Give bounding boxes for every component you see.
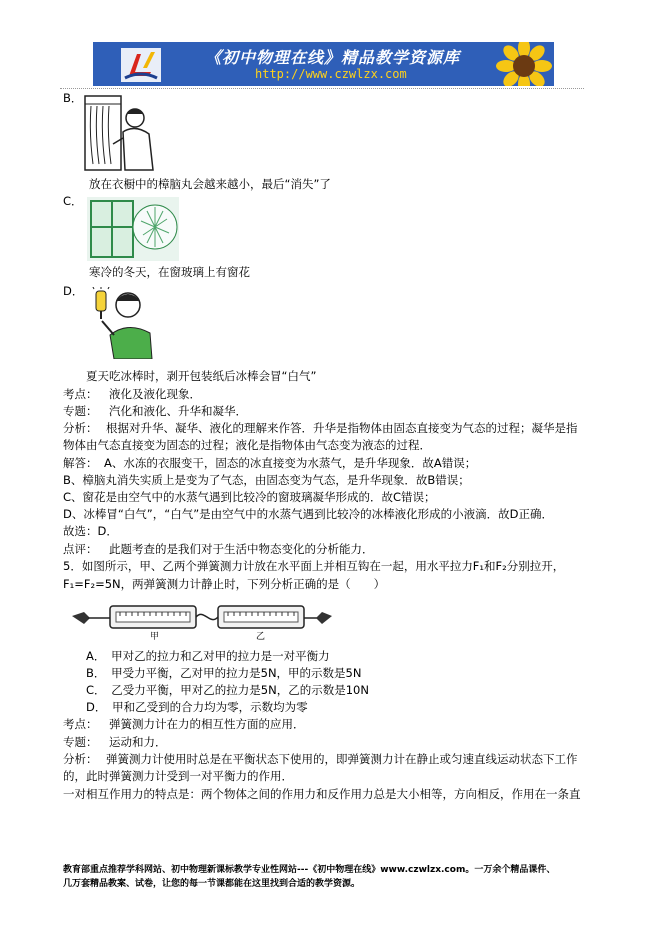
jieda-label: 解答： <box>63 456 98 470</box>
fenxi-text: 根据对升华、凝华、液化的理解来作答．升华是指物体由固态直接变为气态的过程；凝华是指 <box>106 421 578 435</box>
zhuanti-2-label: 专题： <box>63 735 98 749</box>
option-d-caption: 夏天吃冰棒时，剥开包装纸后冰棒会冒“白气” <box>86 369 317 383</box>
option-c-caption: 寒冷的冬天，在窗玻璃上有窗花 <box>89 265 250 279</box>
kaodian-2-text: 弹簧测力计在力的相互性方面的应用． <box>109 717 305 731</box>
jieda-d: D、冰棒冒“白气”，“白气”是由空气中的水蒸气遇到比较冷的冰棒液化形成的小液滴．故D正确． <box>63 507 554 521</box>
jieda-b: B、樟脑丸消失实质上是变为了气态，由固态变为气态，是升华现象．故B错误； <box>63 473 470 487</box>
header-rule <box>60 88 584 89</box>
option-b-label: B． <box>63 91 83 105</box>
wardrobe-illustration <box>83 94 161 172</box>
banner-title: 《初中物理在线》精品教学资源库 <box>205 48 461 67</box>
header-banner <box>93 42 554 86</box>
zhuanti-text: 汽化和液化、升华和凝华． <box>109 404 247 418</box>
banner-url[interactable]: http://www.czwlzx.com <box>255 67 407 81</box>
kaodian-label: 考点： <box>63 387 98 401</box>
option-c-label: C． <box>63 194 83 208</box>
frosted-window-illustration <box>87 197 179 261</box>
zhuanti-label: 专题： <box>63 404 98 418</box>
fenxi-2-label: 分析： <box>63 752 98 766</box>
fenxi-2-text-cont: 的，此时弹簧测力计受到一对平衡力的作用． <box>63 769 293 783</box>
kaodian-2-label: 考点： <box>63 717 98 731</box>
question-5-stem-cont: F₁=F₂=5N，两弹簧测力计静止时，下列分析正确的是（ ） <box>63 577 386 591</box>
boy-with-popsicle-illustration <box>90 287 160 359</box>
option-d-label: D． <box>63 284 84 298</box>
fenxi-2-text-cont2: 一对相互作用力的特点是：两个物体之间的作用力和反作用力总是大小相等，方向相反，作用在一条直 <box>63 787 581 801</box>
jieda-c: C、窗花是由空气中的水蒸气遇到比较冷的窗玻璃凝华形成的．故C错误； <box>63 490 436 504</box>
question-5-stem: 5．如图所示，甲、乙两个弹簧测力计放在水平面上并相互钩在一起，用水平拉力F₁和F₂分别拉开， <box>63 559 565 573</box>
option-5a: A． 甲对乙的拉力和乙对甲的拉力是一对平衡力 <box>86 649 330 663</box>
sunflower-icon <box>489 42 554 86</box>
option-5b: B． 甲受力平衡，乙对甲的拉力是5N，甲的示数是5N <box>86 666 362 680</box>
footer-line-1: 教育部重点推荐学科网站、初中物理新课标教学专业性网站---《初中物理在线》www.czwlzx.com。一万余个精品课件、 <box>63 865 556 875</box>
fenxi-label: 分析： <box>63 421 98 435</box>
guxuan: 故选：D． <box>63 524 118 538</box>
figure-label-yi: 乙 <box>256 632 266 640</box>
option-b-caption: 放在衣橱中的樟脑丸会越来越小，最后“消失”了 <box>89 177 331 191</box>
fenxi-2-text: 弹簧测力计使用时总是在平衡状态下使用的，即弹簧测力计在静止或匀速直线运动状态下工作 <box>106 752 578 766</box>
spring-scales-figure <box>70 596 334 640</box>
kaodian-text: 液化及液化现象． <box>109 387 201 401</box>
site-logo-icon <box>121 48 161 82</box>
jieda-a: A、水冻的衣服变干，固态的冰直接变为水蒸气，是升华现象．故A错误； <box>104 456 477 470</box>
figure-label-jia: 甲 <box>150 632 160 640</box>
zhuanti-2-text: 运动和力． <box>109 735 167 749</box>
fenxi-text-cont: 物体由气态直接变为固态的过程；液化是指物体由气态变为液态的过程． <box>63 438 431 452</box>
option-5d: D． 甲和乙受到的合力均为零，示数均为零 <box>86 700 308 714</box>
option-5c: C． 乙受力平衡，甲对乙的拉力是5N，乙的示数是10N <box>86 683 369 697</box>
dianping-label: 点评： <box>63 542 98 556</box>
dianping-text: 此题考查的是我们对于生活中物态变化的分析能力． <box>109 542 374 556</box>
footer-line-2: 几万套精品教案、试卷，让您的每一节课都能在这里找到合适的教学资源。 <box>63 879 361 889</box>
